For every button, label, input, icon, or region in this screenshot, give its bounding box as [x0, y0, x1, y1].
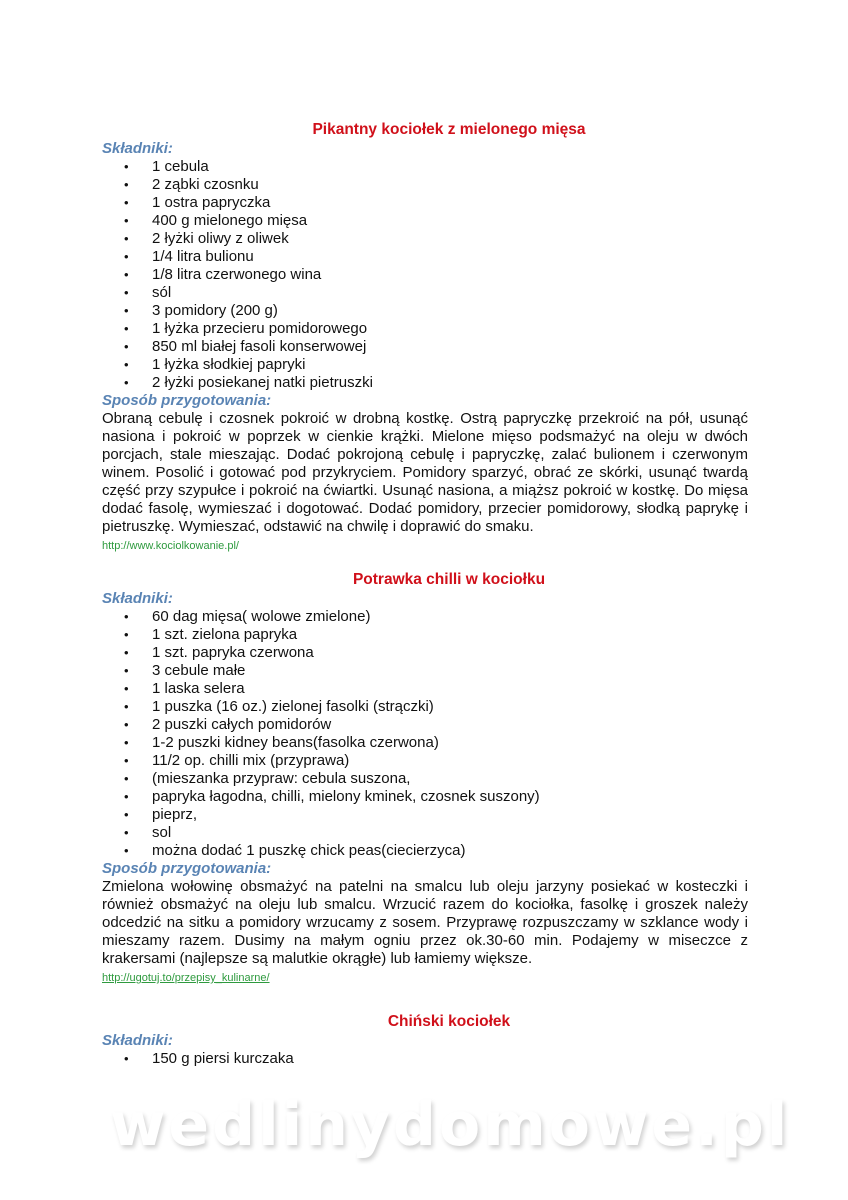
ingredient-item: [102, 302, 748, 320]
ingredient-item: [102, 374, 748, 392]
ingredient-item: [102, 230, 748, 248]
ingredients-list: [102, 158, 748, 392]
ingredient-item: [102, 806, 748, 824]
bullet-icon: •: [124, 609, 129, 624]
ingredient-text: 150 g piersi kurczaka: [152, 1050, 294, 1067]
bullet-icon: •: [124, 681, 129, 696]
ingredient-item: [102, 176, 748, 194]
recipe-title: Potrawka chilli w kociołku: [352, 571, 546, 588]
ingredient-text: 3 cebule małe: [152, 662, 246, 679]
ingredient-text: 60 dag mięsa( wolowe zmielone): [152, 608, 371, 625]
ingredient-text: 3 pomidory (200 g): [152, 302, 278, 319]
ingredient-item: [102, 716, 748, 734]
ingredient-text: 2 łyżki oliwy z oliwek: [152, 230, 289, 247]
ingredients-label: Składniki:: [102, 140, 173, 157]
ingredient-text: 1 szt. papryka czerwona: [152, 644, 314, 661]
ingredient-text: 1 ostra papryczka: [152, 194, 271, 211]
method-label: Sposób przygotowania:: [102, 392, 272, 409]
bullet-icon: •: [124, 231, 129, 246]
bullet-icon: •: [124, 825, 129, 840]
bullet-icon: •: [124, 627, 129, 642]
ingredient-text: sol: [152, 824, 172, 841]
ingredient-text: papryka łagodna, chilli, mielony kminek, czosnek suszony): [152, 788, 540, 805]
ingredients-label: Składniki:: [102, 590, 173, 607]
ingredient-item: [102, 770, 748, 788]
ingredient-text: można dodać 1 puszkę chick peas(ciecierzyca): [152, 842, 466, 859]
bullet-icon: •: [124, 267, 129, 282]
bullet-icon: •: [124, 771, 129, 786]
bullet-icon: •: [124, 663, 129, 678]
ingredient-item: [102, 842, 748, 860]
watermark: wedlinydomowe.pl: [110, 1090, 791, 1160]
ingredient-text: 1/8 litra czerwonego wina: [152, 266, 322, 283]
source-link[interactable]: http://www.kociolkowanie.pl/: [102, 540, 239, 552]
bullet-icon: •: [124, 807, 129, 822]
ingredient-item: [102, 662, 748, 680]
recipe-title: Chiński kociołek: [387, 1013, 511, 1030]
bullet-icon: •: [124, 195, 129, 210]
bullet-icon: •: [124, 1051, 129, 1066]
ingredient-item: [102, 320, 748, 338]
ingredient-item: [102, 824, 748, 842]
method-text: Obraną cebulę i czosnek pokroić w drobną kostkę. Ostrą papryczkę przekroić na pół, usunąć nasiona i pokroić w poprzek w cienkie krążki. Mielone mięso podsmażyć na oleju w dwóch porcjach, stale mieszając. Dodać pokrojoną cebulę i papryczkę, zalać bulionem i czerwonym winem. Posolić i gotować pod przykryciem. Pomidory sparzyć, obrać ze skórki, usunąć twardą część przy szypułce i pokroić na ćwiartki. Usunąć nasiona, a miąższ pokroić w kostkę. Do mięsa dodać fasolę, wymieszać i dogotować. Dodać pomidory, przecier pomidorowy, słodką paprykę i pietruszkę. Wymieszać, odstawić na chwilę i doprawić do smaku.: [102, 410, 748, 535]
ingredient-item: [102, 680, 748, 698]
ingredient-item: [102, 212, 748, 230]
ingredient-text: 2 puszki całych pomidorów: [152, 716, 332, 733]
bullet-icon: •: [124, 789, 129, 804]
bullet-icon: •: [124, 339, 129, 354]
ingredient-item: [102, 338, 748, 356]
ingredient-item: [102, 194, 748, 212]
ingredient-item: [102, 158, 748, 176]
bullet-icon: •: [124, 285, 129, 300]
ingredient-item: [102, 788, 748, 806]
ingredient-item: [102, 752, 748, 770]
ingredient-text: 1 puszka (16 oz.) zielonej fasolki (strączki): [152, 698, 434, 715]
ingredient-text: (mieszanka przypraw: cebula suszona,: [152, 770, 411, 787]
ingredient-text: 850 ml białej fasoli konserwowej: [152, 338, 367, 355]
ingredients-list: [102, 608, 748, 860]
ingredient-text: 1 laska selera: [152, 680, 245, 697]
ingredient-item: [102, 266, 748, 284]
method-text: Zmielona wołowinę obsmażyć na patelni na smalcu lub oleju jarzyny posiekać w kosteczki i również obsmażyć na oleju lub smalcu. Wrzucić razem do kociołka, fasolkę i groszek należy odcedzić na sitku a pomidory wrzucamy z sosem. Przyprawę rozpuszczamy w szklance wody i mieszamy razem. Dusimy na małym ogniu przez ok.30-60 min. Podajemy w miseczce z krakersami (najlepsze są malutkie okrągłe) lub łamiemy większe.: [102, 878, 748, 967]
ingredient-text: 1 łyżka przecieru pomidorowego: [152, 320, 368, 337]
bullet-icon: •: [124, 699, 129, 714]
ingredient-text: 2 ząbki czosnku: [152, 176, 259, 193]
ingredient-text: 1-2 puszki kidney beans(fasolka czerwona): [152, 734, 439, 751]
bullet-icon: •: [124, 375, 129, 390]
method-label: Sposób przygotowania:: [102, 860, 272, 877]
bullet-icon: •: [124, 303, 129, 318]
bullet-icon: •: [124, 213, 129, 228]
bullet-icon: •: [124, 843, 129, 858]
ingredient-item: [102, 698, 748, 716]
ingredient-item: [102, 608, 748, 626]
ingredient-text: 400 g mielonego mięsa: [152, 212, 308, 229]
recipe-1: [102, 120, 748, 554]
recipe-2: [102, 570, 748, 986]
document-page: [102, 120, 748, 1068]
bullet-icon: •: [124, 753, 129, 768]
bullet-icon: •: [124, 249, 129, 264]
ingredients-label: Składniki:: [102, 1032, 173, 1049]
ingredient-item: [102, 284, 748, 302]
bullet-icon: •: [124, 735, 129, 750]
ingredient-item: [102, 644, 748, 662]
ingredient-text: 1 łyżka słodkiej papryki: [152, 356, 306, 373]
bullet-icon: •: [124, 645, 129, 660]
ingredient-text: 2 łyżki posiekanej natki pietruszki: [152, 374, 373, 391]
spacer: [102, 986, 748, 1012]
ingredient-item: [102, 734, 748, 752]
recipe-title: Pikantny kociołek z mielonego mięsa: [312, 121, 586, 138]
ingredients-list: [102, 1050, 748, 1068]
ingredient-item: [102, 356, 748, 374]
bullet-icon: •: [124, 177, 129, 192]
ingredient-item: [102, 1050, 748, 1068]
ingredient-text: 1/4 litra bulionu: [152, 248, 254, 265]
ingredient-text: sól: [152, 284, 172, 301]
ingredient-text: pieprz,: [152, 806, 198, 823]
ingredient-text: 11/2 op. chilli mix (przyprawa): [152, 752, 350, 769]
bullet-icon: •: [124, 321, 129, 336]
ingredient-text: 1 cebula: [152, 158, 209, 175]
bullet-icon: •: [124, 159, 129, 174]
bullet-icon: •: [124, 357, 129, 372]
source-link[interactable]: http://ugotuj.to/przepisy_kulinarne/: [102, 972, 270, 984]
ingredient-item: [102, 248, 748, 266]
ingredient-item: [102, 626, 748, 644]
recipe-3: [102, 1012, 748, 1068]
spacer: [102, 554, 748, 570]
ingredient-text: 1 szt. zielona papryka: [152, 626, 298, 643]
bullet-icon: •: [124, 717, 129, 732]
